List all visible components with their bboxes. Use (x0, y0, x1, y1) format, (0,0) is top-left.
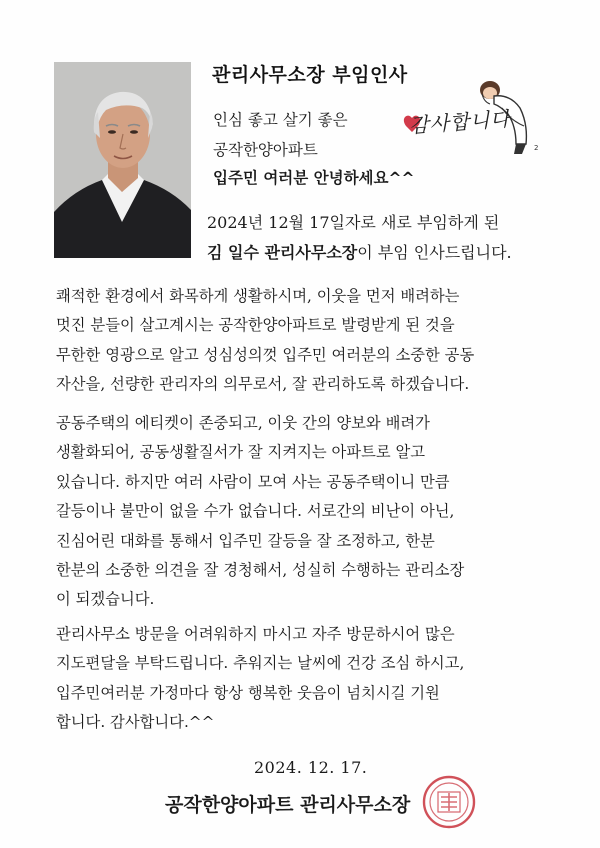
paragraph-line: 쾌적한 환경에서 화목하게 생활하시며, 이웃을 먼저 배려하는 (56, 287, 460, 305)
paragraph-line: 진심어린 대화를 통해서 입주민 갈등을 잘 조정하고, 한분 (56, 531, 435, 550)
greeting-line-2: 공작한양아파트 (213, 141, 318, 159)
manager-name: 김 일수 관리사무소장 (207, 243, 358, 262)
paragraph-line: 멋진 분들이 살고계시는 공작한양아파트로 발령받게 된 것을 (56, 316, 455, 335)
intro-line-2-rest: 이 부임 인사드립니다. (357, 243, 512, 262)
paragraph-line: 생활화되어, 공동생활질서가 잘 지켜지는 아파트로 알고 (56, 443, 426, 462)
paragraph-line: 자산을, 선량한 관리자의 의무로서, 잘 관리하도록 하겠습니다. (56, 375, 470, 394)
paragraph-line: 공동주택의 에티켓이 존중되고, 이웃 간의 양보와 배려가 (56, 414, 430, 432)
greeting-line-3: 입주민 여러분 안녕하세요^^ (213, 169, 415, 187)
page-title: 관리사무소장 부임인사 (212, 64, 408, 86)
greeting-line-1: 인심 좋고 살기 좋은 (213, 111, 348, 129)
paragraph-line: 한분의 소중한 의견을 잘 경청해서, 성실히 수행하는 관리소장 (56, 561, 465, 580)
paragraph-line: 관리사무소 방문을 어려워하지 마시고 자주 방문하시어 많은 (56, 625, 455, 643)
manager-portrait-photo (54, 62, 191, 258)
paragraph-line: 입주민여러분 가정마다 항상 행복한 웃음이 넘치시길 기원 (56, 683, 440, 702)
official-seal-icon (421, 774, 477, 830)
signature-line: 공작한양아파트 관리사무소장 (165, 794, 411, 816)
intro-line-1: 2024년 12월 17일자로 새로 부임하게 된 (207, 213, 500, 232)
paragraph-2 (56, 409, 552, 615)
paragraph-3 (56, 620, 552, 738)
intro-line-2 (207, 240, 512, 263)
paragraph-line: 지도편달을 부탁드립니다. 추워지는 날씨에 건강 조심 하시고, (56, 654, 465, 673)
paragraph-1 (56, 282, 552, 400)
document-date: 2024. 12. 17. (254, 758, 368, 777)
paragraph-line: 갈등이나 불만이 없을 수가 없습니다. 서로간의 비난이 아닌, (56, 502, 455, 521)
thanks-caption: 감사합니다 (408, 106, 512, 138)
paragraph-line: 있습니다. 하지만 여러 사람이 모여 사는 공동주택이니 만큼 (56, 472, 450, 491)
paragraph-line: 무한한 영광으로 알고 성심성의껏 입주민 여러분의 소중한 공동 (56, 345, 475, 364)
paragraph-line: 합니다. 감사합니다.^^ (56, 713, 215, 732)
paragraph-line: 이 되겠습니다. (56, 590, 155, 609)
svg-text:2: 2 (534, 144, 539, 152)
